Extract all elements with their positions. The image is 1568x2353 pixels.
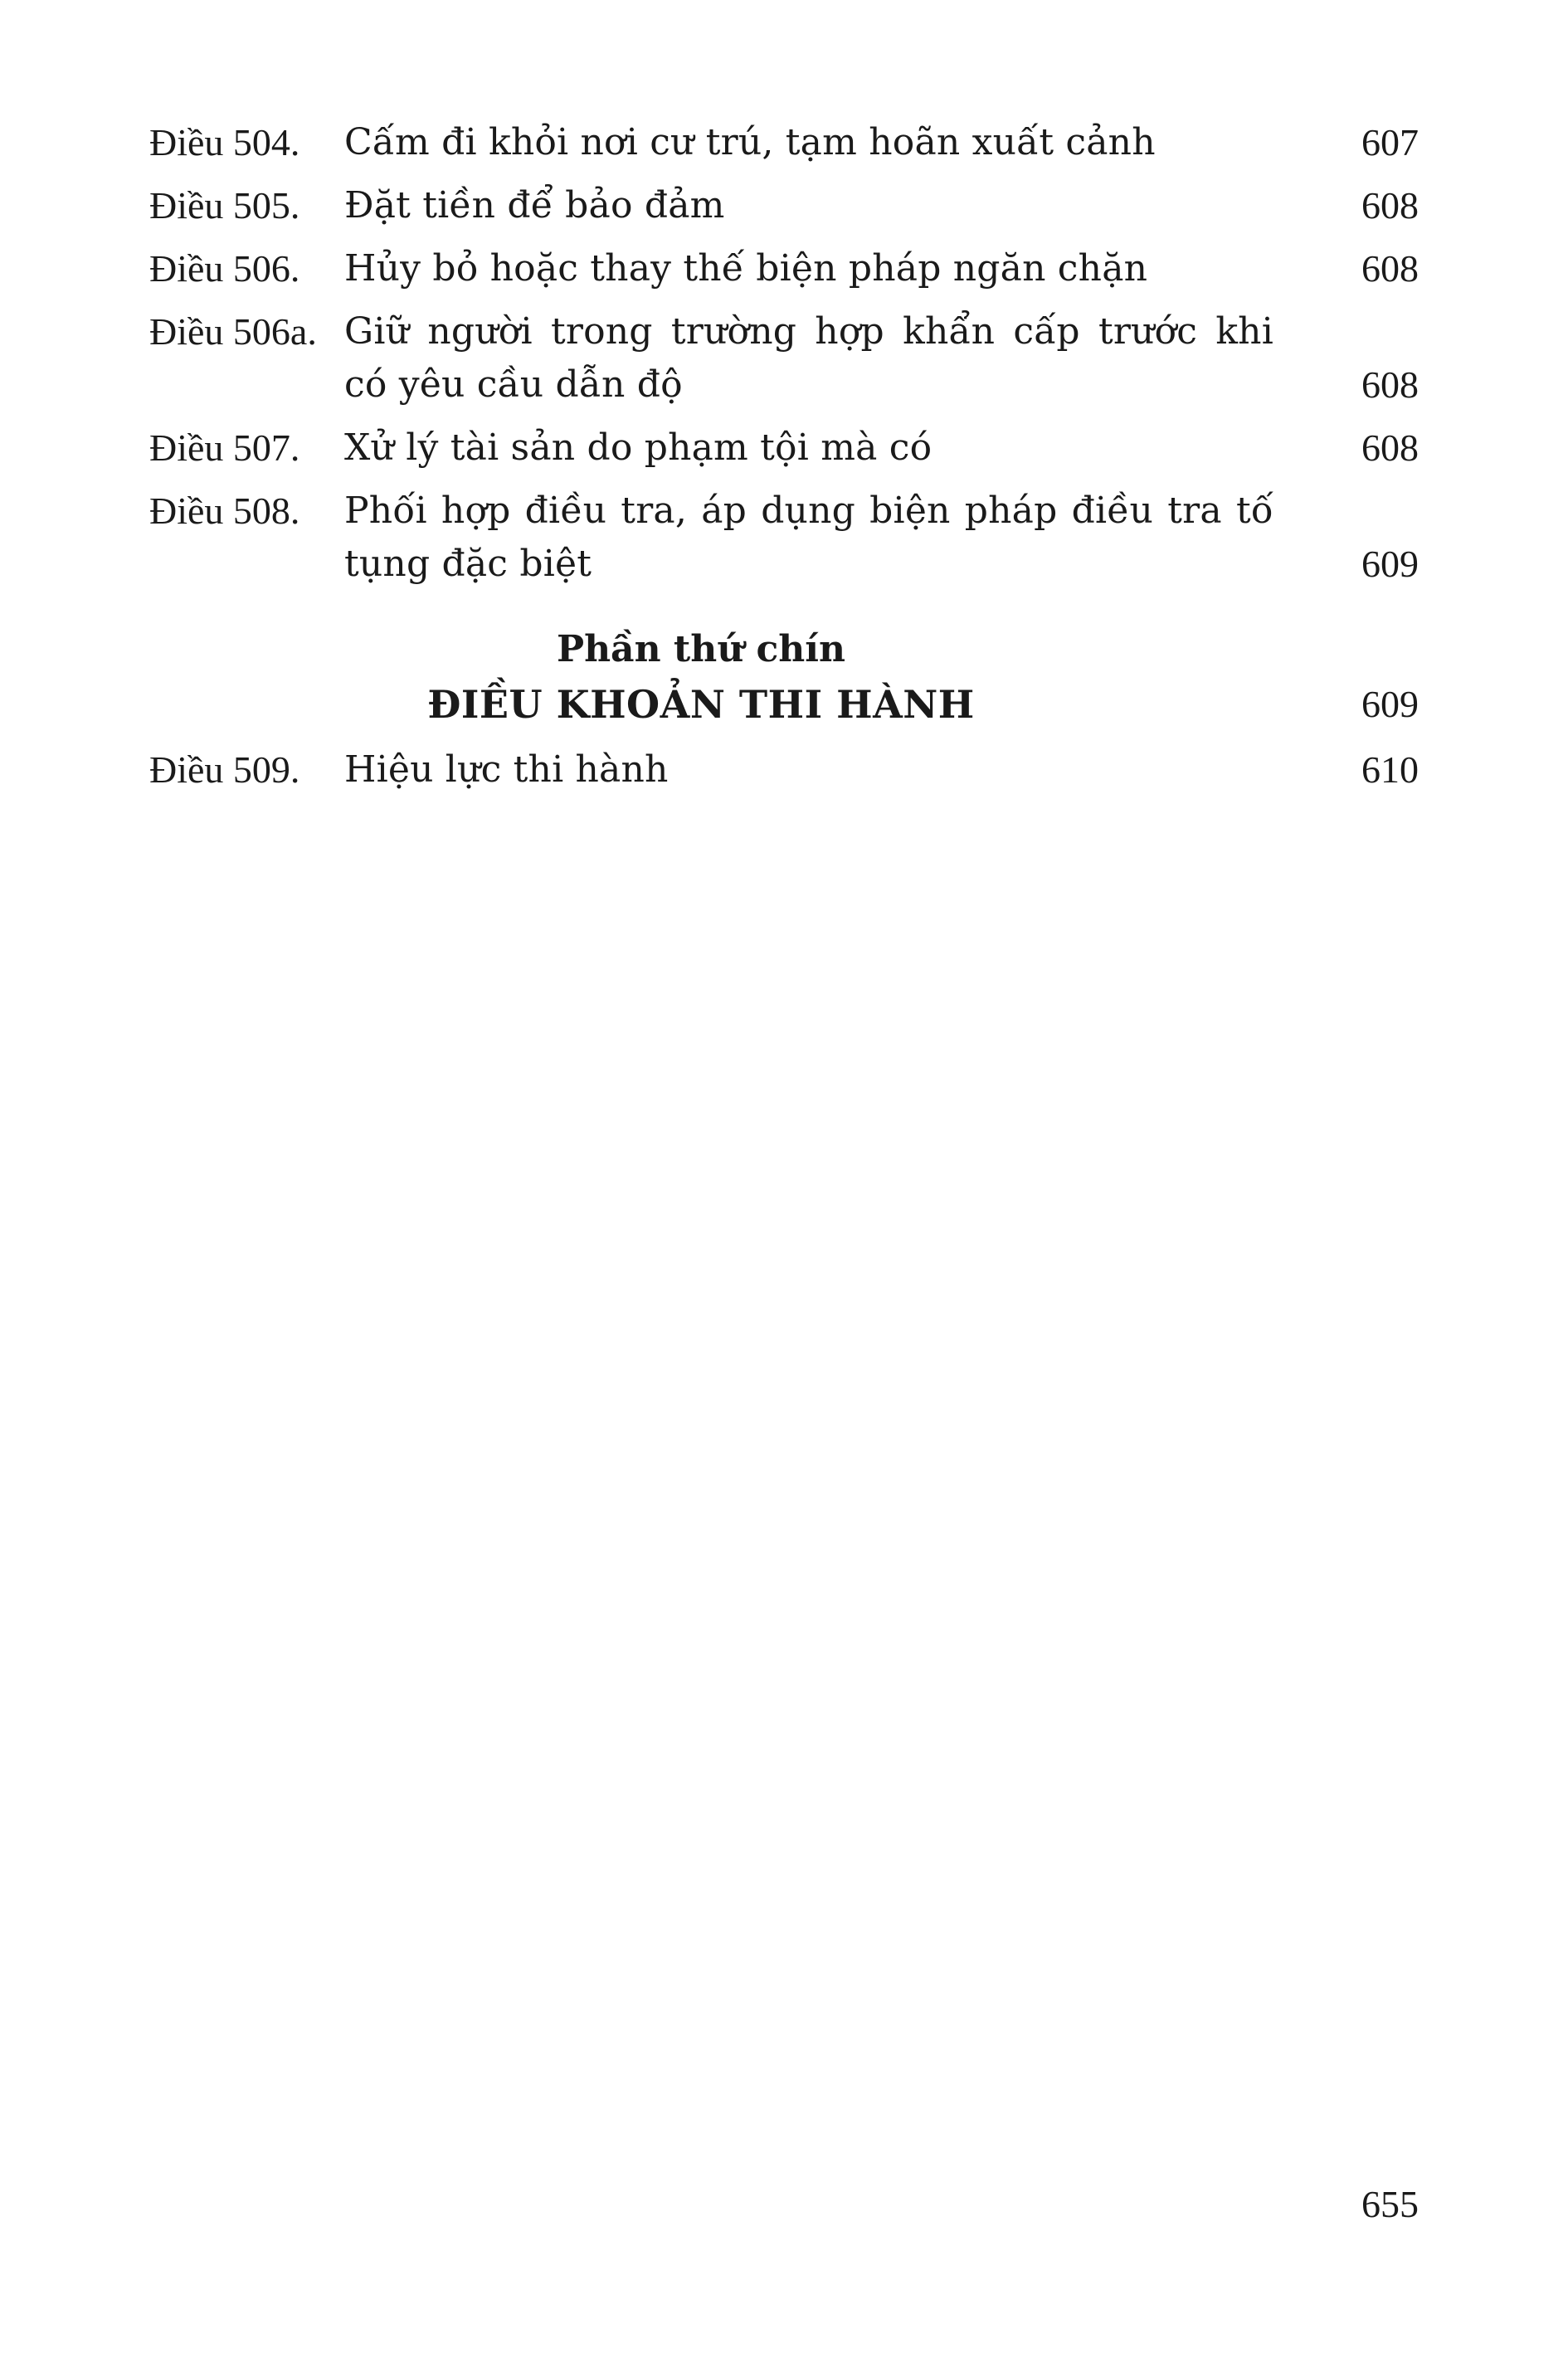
article-title: Xử lý tài sản do phạm tội mà có xyxy=(344,426,933,469)
part-heading xyxy=(149,622,1419,732)
article-number: Điều 506. xyxy=(149,247,300,290)
article-title: Cấm đi khỏi nơi cư trú, tạm hoãn xuất cảnh xyxy=(344,121,1156,163)
footer-page-number: 655 xyxy=(1361,2183,1419,2225)
page-number: 609 xyxy=(1361,683,1419,725)
toc-entry-508 xyxy=(149,485,1419,591)
toc-entry-506a xyxy=(149,305,1419,412)
article-number: Điều 507. xyxy=(149,426,300,469)
page-number: 608 xyxy=(1361,426,1419,469)
table-of-contents xyxy=(149,116,1419,806)
page-number: 608 xyxy=(1361,184,1419,227)
article-number: Điều 508. xyxy=(149,490,300,532)
article-number: Điều 506a. xyxy=(149,310,317,353)
part-label: Phần thứ chín xyxy=(556,628,845,670)
page-number: 608 xyxy=(1361,247,1419,290)
article-number: Điều 504. xyxy=(149,121,300,163)
toc-entry-507 xyxy=(149,421,1419,475)
article-title: Hủy bỏ hoặc thay thế biện pháp ngăn chặn xyxy=(344,247,1148,290)
article-title: Đặt tiền để bảo đảm xyxy=(344,184,725,227)
article-number: Điều 509. xyxy=(149,748,300,791)
part-title-row xyxy=(149,677,1419,732)
toc-entry-509 xyxy=(149,743,1419,797)
page-number: 608 xyxy=(1361,363,1419,406)
article-title: Phối hợp điều tra, áp dụng biện pháp điều tra tố tụng đặc biệt xyxy=(344,490,1273,585)
page-number: 607 xyxy=(1361,121,1419,163)
page-number: 610 xyxy=(1361,748,1419,791)
toc-entry-506 xyxy=(149,242,1419,295)
part-title: ĐIỀU KHOẢN THI HÀNH xyxy=(427,682,975,727)
toc-entry-504 xyxy=(149,116,1419,169)
page-number: 609 xyxy=(1361,543,1419,585)
toc-entry-505 xyxy=(149,179,1419,232)
article-title: Hiệu lực thi hành xyxy=(344,748,669,791)
article-title: Giữ người trong trường hợp khẩn cấp trước khi có yêu cầu dẫn độ xyxy=(344,310,1273,406)
article-number: Điều 505. xyxy=(149,184,300,227)
